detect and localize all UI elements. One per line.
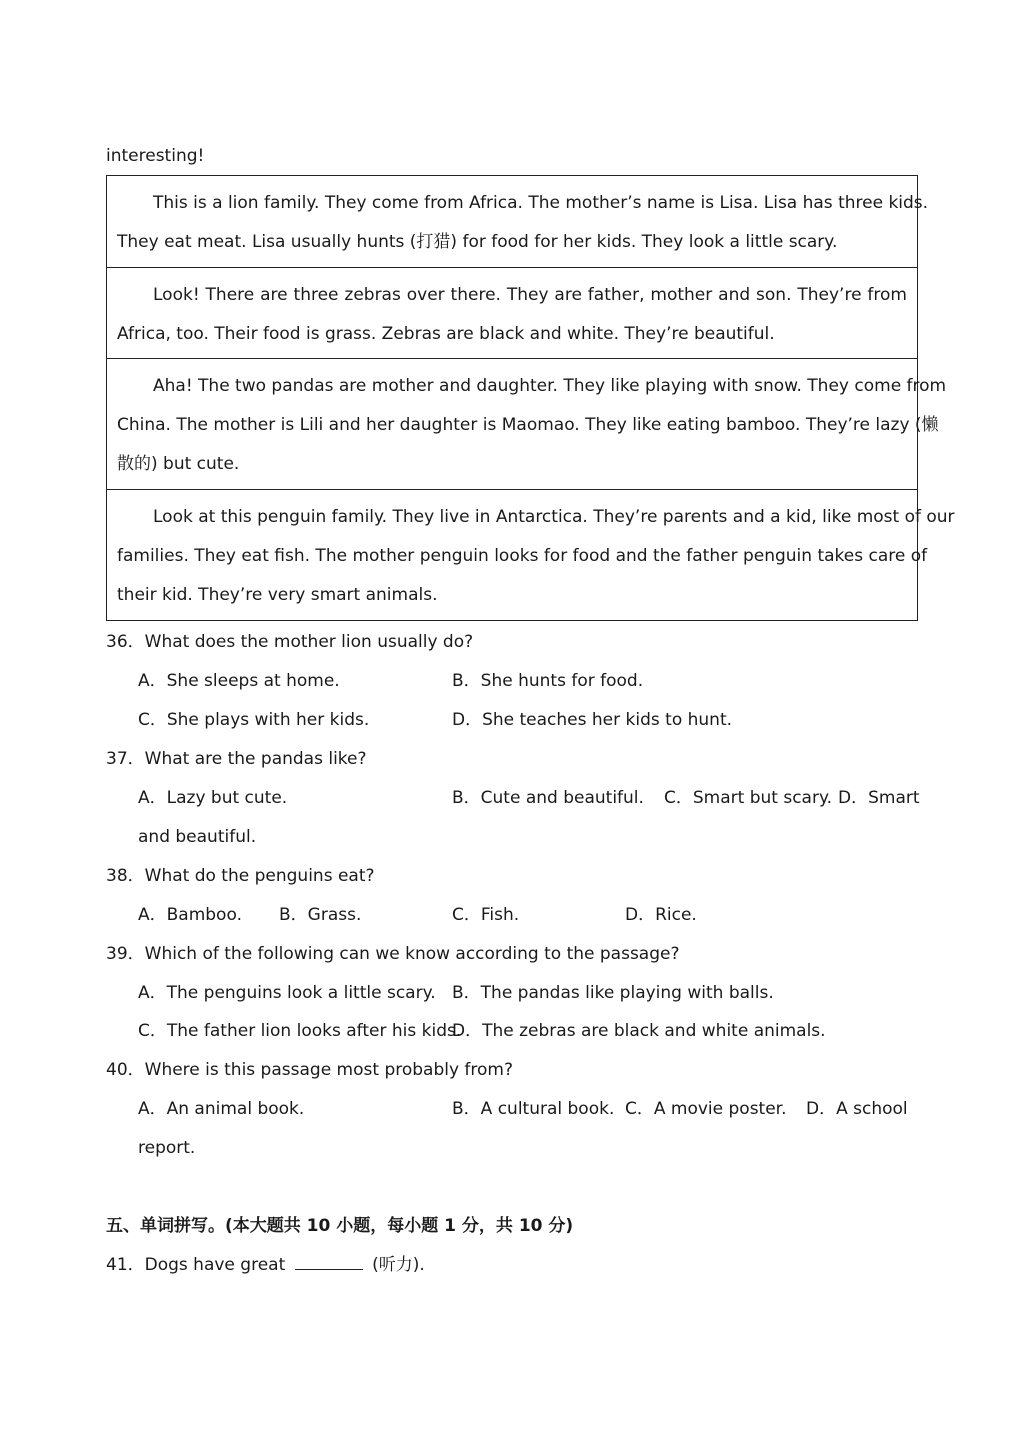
passage-line: Look at this penguin family. They live in Antarctica. They’re parents and a kid, like most of our xyxy=(153,507,955,527)
option-wrap: and beautiful. xyxy=(138,827,257,847)
question-stem: 39．Which of the following can we know according to the passage? xyxy=(106,944,680,964)
option-wrap: report. xyxy=(138,1138,196,1158)
passage-zebra xyxy=(107,268,917,359)
passage-table xyxy=(106,175,955,621)
passage-panda xyxy=(107,359,947,490)
passage-line: their kid. They’re very smart animals. xyxy=(117,585,438,605)
option-b: B．A cultural book. xyxy=(452,1099,615,1119)
question-41-hint: (听力). xyxy=(372,1255,425,1275)
option-d: D．Rice. xyxy=(625,905,697,925)
option-c: C．Smart but scary. xyxy=(664,788,832,808)
question-stem: 36．What does the mother lion usually do? xyxy=(106,632,474,652)
intro-tail: interesting! xyxy=(106,146,205,166)
option-d: D．Smart xyxy=(838,788,920,808)
option-a: A．An animal book. xyxy=(138,1099,305,1119)
option-c: C．Fish. xyxy=(452,905,520,925)
option-c: C．A movie poster. xyxy=(625,1099,787,1119)
question-41 xyxy=(106,1255,425,1275)
option-d: D．She teaches her kids to hunt. xyxy=(452,710,733,730)
passage-line: 散的) but cute. xyxy=(117,454,240,474)
option-b: B．Grass. xyxy=(279,905,362,925)
option-a: A．Lazy but cute. xyxy=(138,788,288,808)
question-stem: 37．What are the pandas like? xyxy=(106,749,367,769)
question-stem: 38．What do the penguins eat? xyxy=(106,866,375,886)
option-b: B．The pandas like playing with balls. xyxy=(452,983,774,1003)
section-heading: 五、单词拼写。(本大题共 10 小题，每小题 1 分，共 10 分) xyxy=(106,1216,574,1236)
option-d: D．The zebras are black and white animals. xyxy=(452,1021,826,1041)
option-b: B．Cute and beautiful. xyxy=(452,788,644,808)
passage-penguin xyxy=(107,490,955,620)
option-a: A．She sleeps at home. xyxy=(138,671,340,691)
passage-lion xyxy=(107,176,929,268)
option-a: A．The penguins look a little scary. xyxy=(138,983,436,1003)
passage-line: This is a lion family. They come from Africa. The mother’s name is Lisa. Lisa has three kids. xyxy=(153,193,929,213)
passage-line: They eat meat. Lisa usually hunts (打猎) for food for her kids. They look a little scary. xyxy=(117,232,838,252)
passage-line: Africa, too. Their food is grass. Zebras are black and white. They’re beautiful. xyxy=(117,324,775,344)
question-stem: 40．Where is this passage most probably from? xyxy=(106,1060,514,1080)
passage-line: China. The mother is Lili and her daughter is Maomao. They like eating bamboo. They’re lazy (懒 xyxy=(117,415,939,435)
answer-blank[interactable] xyxy=(295,1255,363,1270)
option-c: C．The father lion looks after his kids. xyxy=(138,1021,462,1041)
option-c: C．She plays with her kids. xyxy=(138,710,370,730)
option-a: A．Bamboo. xyxy=(138,905,242,925)
passage-line: Aha! The two pandas are mother and daughter. They like playing with snow. They come from xyxy=(153,376,947,396)
passage-line: families. They eat fish. The mother penguin looks for food and the father penguin takes care of xyxy=(117,546,928,566)
option-d: D．A school xyxy=(806,1099,908,1119)
passage-line: Look! There are three zebras over there. They are father, mother and son. They’re from xyxy=(153,285,907,305)
question-41-prefix: 41．Dogs have great xyxy=(106,1255,286,1275)
option-b: B．She hunts for food. xyxy=(452,671,644,691)
